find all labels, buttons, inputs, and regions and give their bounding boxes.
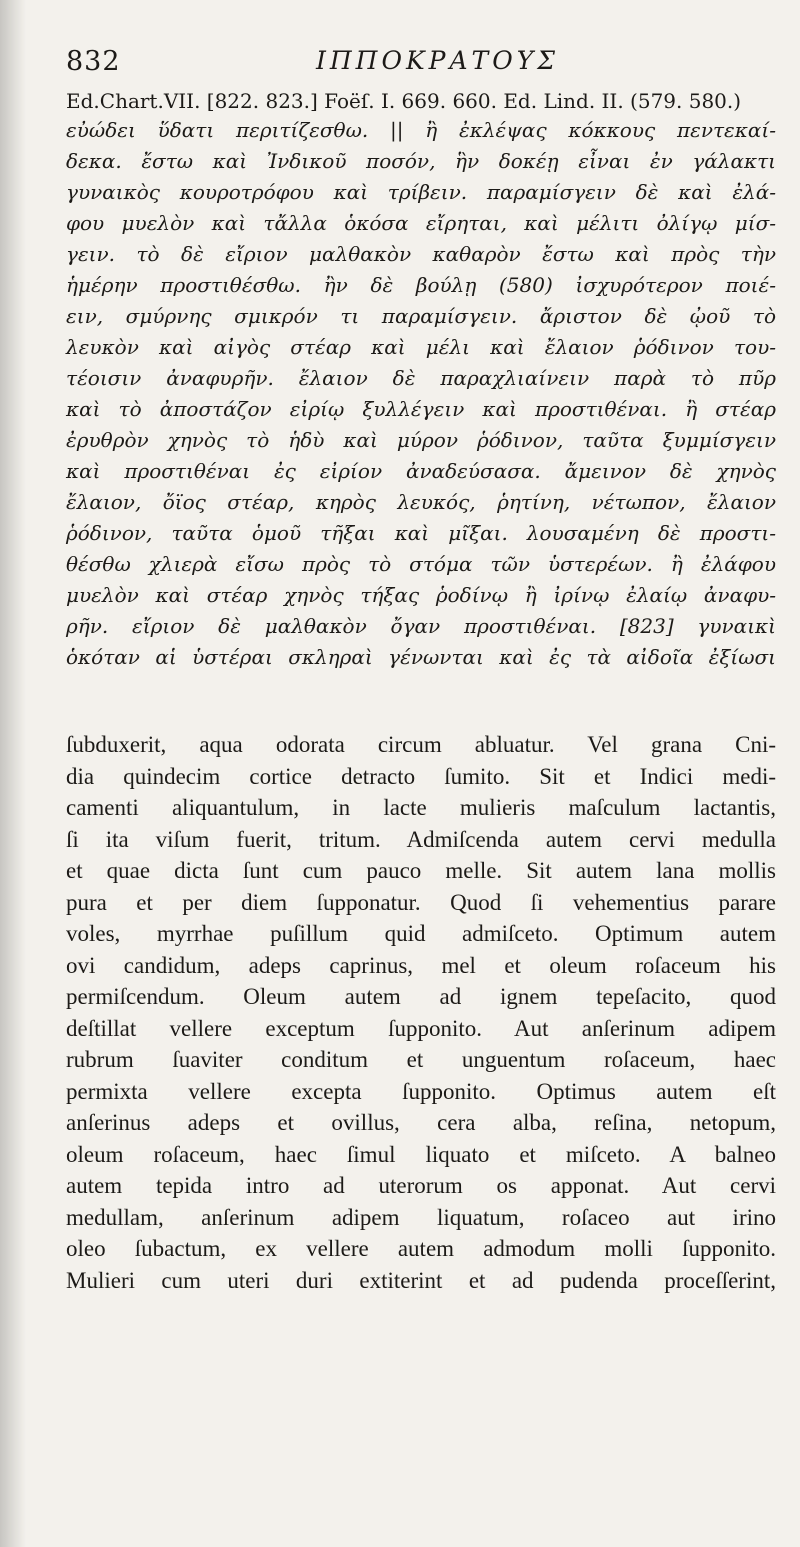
latin-line: et quae dicta ſunt cum pauco melle. Sit autem lana mollis <box>66 858 776 883</box>
greek-line: ἡμέρην προστιθέσθω. ἢν δὲ βούλῃ (580) ἰσχυρότερον ποιέ- <box>66 273 776 297</box>
greek-line: γειν. τὸ δὲ εἴριον μαλθακὸν καθαρὸν ἔστω καὶ πρὸς τὴν <box>66 242 776 266</box>
greek-line: εὐώδει ὕδατι περιτίζεσθω. || ἢ ἐκλέψας κόκκους πεντεκαί- <box>66 118 776 142</box>
greek-line: γυναικὸς κουροτρόφου καὶ τρίβειν. παραμίσγειν δὲ καὶ ἐλά- <box>66 180 776 204</box>
latin-line: autem tepida intro ad uterorum os apponat. Aut cervi <box>66 1173 776 1198</box>
latin-line: permiſcendum. Oleum autem ad ignem tepeſacito, quod <box>66 984 776 1009</box>
greek-line: ἐρυθρὸν χηνὸς τὸ ἡδὺ καὶ μύρον ῥόδινον, ταῦτα ξυμμίσγειν <box>66 428 776 452</box>
greek-line: καὶ τὸ ἀποστάζον εἰρίῳ ξυλλέγειν καὶ προστιθέναι. ἢ στέαρ <box>66 397 776 421</box>
latin-line: oleum roſaceum, haec ſimul liquato et miſceto. A balneo <box>66 1141 776 1167</box>
latin-line: ſubduxerit, aqua odorata circum abluatur. Vel grana Cni- <box>66 732 776 757</box>
greek-line: λευκὸν καὶ αἰγὸς στέαρ καὶ μέλι καὶ ἔλαιον ῥόδινον του- <box>66 335 776 359</box>
edition-reference: Ed.Chart.VII. [822. 823.] Foëſ. I. 669. 660. Ed. Lind. II. (579. 580.) <box>66 89 742 113</box>
greek-line: θέσθω χλιερὰ εἴσω πρὸς τὸ στόμα τῶν ὑστερέων. ἢ ἐλάφου <box>66 552 776 576</box>
greek-text-block <box>66 115 776 673</box>
latin-line: ovi candidum, adeps caprinus, mel et oleum roſaceum his <box>66 952 776 978</box>
latin-line: voles, myrrhae puſillum quid admiſceto. Optimum autem <box>66 921 776 946</box>
running-title: ΙΠΠΟΚΡΑΤΟΥΣ <box>316 46 559 75</box>
latin-line: anſerinus adeps et ovillus, cera alba, reſina, netopum, <box>66 1110 776 1135</box>
latin-line: dia quindecim cortice detracto ſumito. Sit et Indici medi- <box>66 763 776 789</box>
greek-line: τέοισιν ἀναφυρῆν. ἔλαιον δὲ παραχλιαίνειν παρὰ τὸ πῦρ <box>66 366 776 390</box>
greek-line: ἔλαιον, ὄϊος στέαρ, κηρὸς λευκός, ῥητίνη, νέτωπον, ἔλαιον <box>66 490 776 514</box>
greek-line: καὶ προστιθέναι ἐς εἰρίον ἀναδεύσασα. ἄμεινον δὲ χηνὸς <box>66 459 776 483</box>
greek-line: ειν, σμύρνης σμικρόν τι παραμίσγειν. ἄριστον δὲ ᾠοῦ τὸ <box>66 304 776 328</box>
latin-line: deſtillat vellere exceptum ſupponito. Aut anſerinum adipem <box>66 1015 776 1041</box>
greek-line: ρῆν. εἴριον δὲ μαλθακὸν ὄγαν προστιθέναι. [823] γυναικὶ <box>66 614 776 638</box>
page-number: 832 <box>66 46 121 77</box>
greek-line: μυελὸν καὶ στέαρ χηνὸς τήξας ῥοδίνῳ ἢ ἰρίνῳ ἐλαίῳ ἀναφυ- <box>66 583 776 607</box>
greek-line: ὁκόταν αἱ ὑστέραι σκληραὶ γένωνται καὶ ἐς τὰ αἰδοῖα ἐξίωσι <box>66 645 776 669</box>
latin-line: camenti aliquantulum, in lacte mulieris maſculum lactantis, <box>66 795 776 820</box>
latin-line: medullam, anſerinum adipem liquatum, roſaceo aut irino <box>66 1204 776 1230</box>
greek-line: δεκα. ἔστω καὶ Ἰνδικοῦ ποσόν, ἣν δοκέῃ εἶναι ἐν γάλακτι <box>66 149 776 173</box>
greek-line: φου μυελὸν καὶ τἄλλα ὁκόσα εἴρηται, καὶ μέλιτι ὀλίγῳ μίσ- <box>66 211 776 235</box>
latin-line: rubrum ſuaviter conditum et unguentum roſaceum, haec <box>66 1047 776 1072</box>
latin-line: permixta vellere excepta ſupponito. Optimus autem eſt <box>66 1078 776 1104</box>
latin-line: oleo ſubactum, ex vellere autem admodum molli ſupponito. <box>66 1236 776 1261</box>
latin-text-block <box>66 729 776 1296</box>
greek-line: ῥόδινον, ταῦτα ὁμοῦ τῆξαι καὶ μῖξαι. λουσαμένη δὲ προστι- <box>66 521 776 545</box>
latin-line: ſi ita viſum fuerit, tritum. Admiſcenda autem cervi medulla <box>66 826 776 852</box>
latin-line: Mulieri cum uteri duri extiterint et ad pudenda proceſſerint, <box>66 1267 776 1293</box>
page-header <box>66 40 776 86</box>
latin-line: pura et per diem ſupponatur. Quod ſi vehementius parare <box>66 889 776 915</box>
